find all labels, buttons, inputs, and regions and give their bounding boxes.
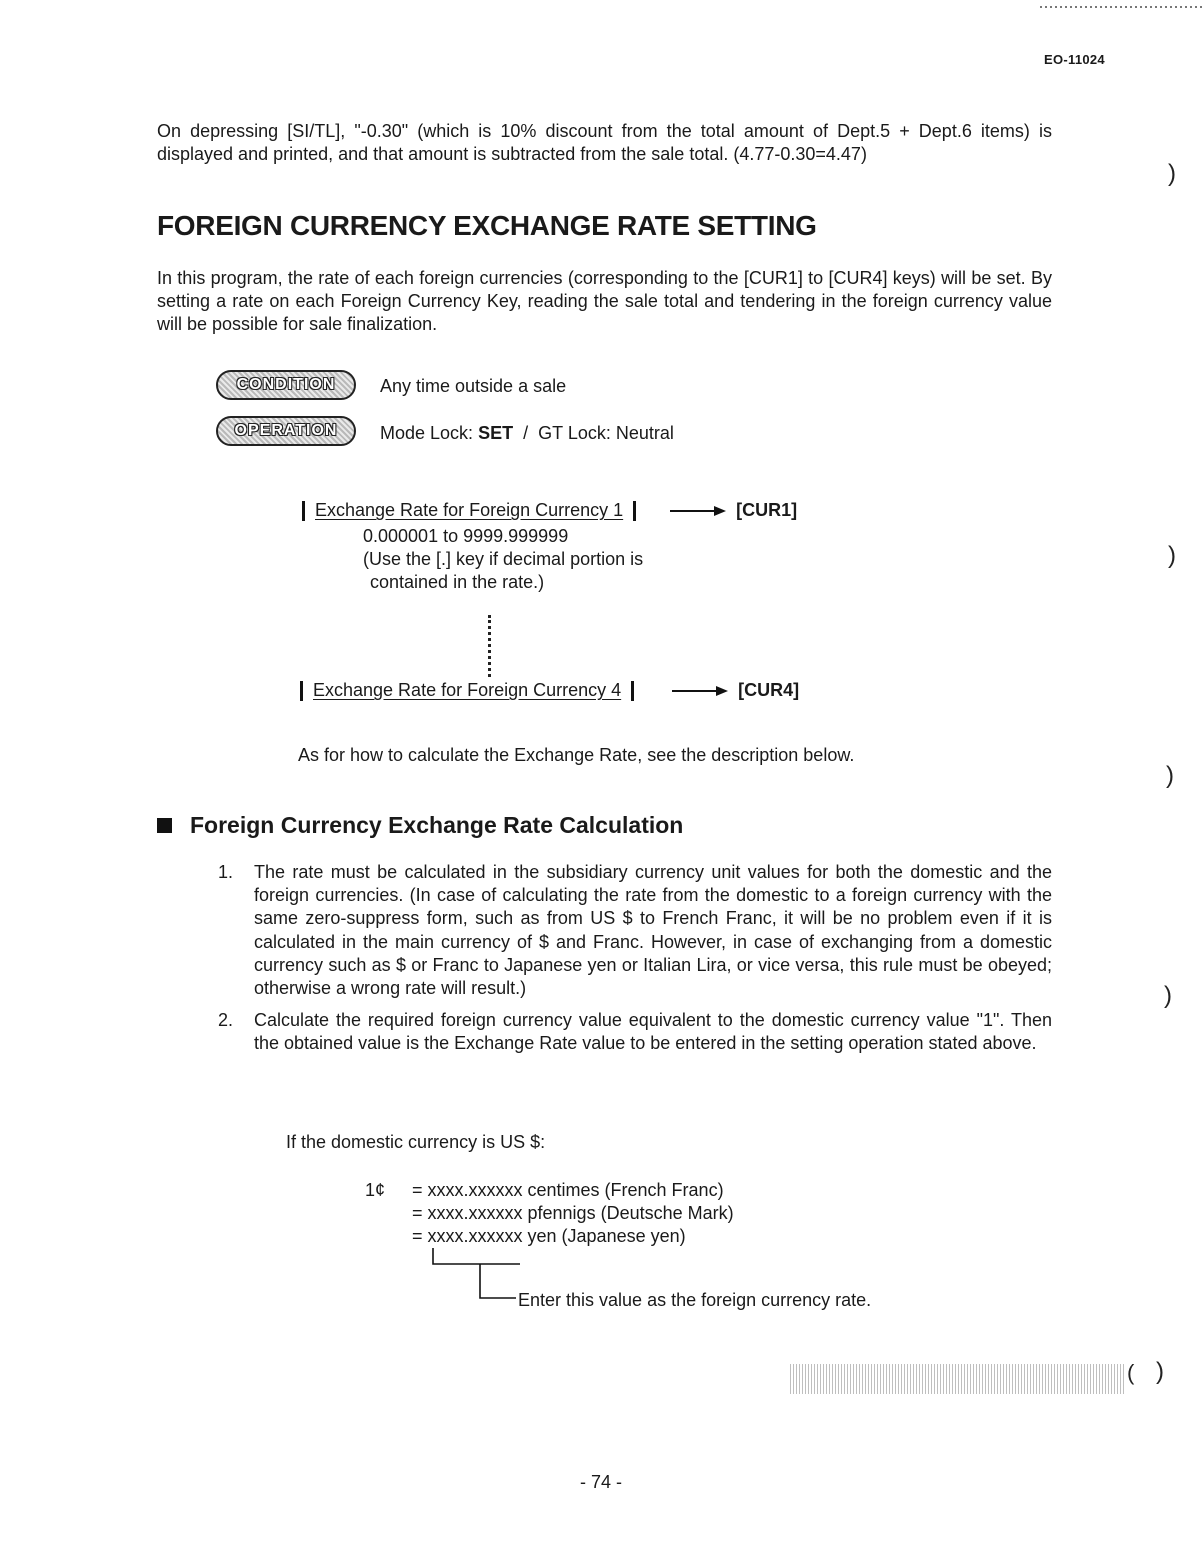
page-number: - 74 - bbox=[580, 1472, 623, 1492]
section-description: In this program, the rate of each foreign currencies (corresponding to the [CUR1] to [CUR4] keys) will be set. By setting a rate on each Foreign Currency Key, reading the sale total and tendering in the foreign currency value will be possible for sale finalization. bbox=[157, 268, 1052, 334]
example-unit: 1¢ bbox=[365, 1180, 386, 1200]
rate1-label: Exchange Rate for Foreign Currency 1 bbox=[315, 500, 624, 520]
rate1-entry bbox=[302, 500, 797, 521]
arrow-right-icon bbox=[670, 506, 726, 516]
cur4-key: [CUR4] bbox=[738, 680, 800, 700]
margin-mark: ) bbox=[1166, 762, 1174, 789]
intro-paragraph: On depressing [SI/TL], "-0.30" (which is 10% discount from the total amount of Dept.5 + Dept.6 items) is displayed and printed, and that amount is subtracted from the sale total. (4.77-0.30=4.47) bbox=[157, 121, 1052, 164]
scan-noise-bottom bbox=[790, 1364, 1125, 1394]
example-line: = xxxx.xxxxxx yen (Japanese yen) bbox=[412, 1226, 686, 1246]
arrow-right-icon bbox=[672, 686, 728, 696]
rate-range: 0.000001 to 9999.999999 bbox=[363, 526, 569, 546]
calculation-list bbox=[218, 861, 1052, 1065]
list-item-number: 1. bbox=[218, 862, 234, 882]
list-item-number: 2. bbox=[218, 1010, 234, 1031]
mode-lock-value: SET bbox=[478, 423, 514, 443]
separator: / bbox=[523, 423, 529, 443]
entry-bar-left bbox=[302, 501, 305, 521]
value-bracket-icon bbox=[420, 1246, 520, 1304]
enter-value-note: Enter this value as the foreign currency rate. bbox=[518, 1290, 872, 1310]
example-intro: If the domestic currency is US $: bbox=[286, 1132, 546, 1152]
rate-note-line1: (Use the [.] key if decimal portion is bbox=[363, 549, 644, 569]
list-item-text: Calculate the required foreign currency value equivalent to the domestic currency value "1". Then the obtained value is the Exchange Rate value to be entered in the setting operation stated above. bbox=[254, 1010, 1052, 1054]
condition-badge: CONDITION bbox=[216, 370, 356, 400]
entry-bar-right bbox=[631, 681, 634, 701]
gt-lock-label: GT Lock: bbox=[538, 423, 611, 443]
document-id: EO-11024 bbox=[1044, 52, 1105, 67]
entry-bar-right bbox=[633, 501, 636, 521]
gt-lock-value: Neutral bbox=[615, 423, 674, 443]
square-bullet-icon bbox=[157, 818, 172, 833]
margin-mark: ) bbox=[1168, 542, 1176, 569]
section-title: FOREIGN CURRENCY EXCHANGE RATE SETTING bbox=[157, 210, 817, 241]
margin-mark: ) bbox=[1156, 1358, 1164, 1385]
rate-note-line2: contained in the rate.) bbox=[370, 572, 545, 592]
rate4-entry bbox=[300, 680, 799, 701]
operation-badge: OPERATION bbox=[216, 416, 356, 446]
mode-lock-label: Mode Lock: bbox=[380, 423, 474, 443]
operation-text bbox=[380, 423, 674, 444]
calculation-heading bbox=[157, 812, 683, 839]
list-item bbox=[218, 861, 1052, 1000]
cur1-key: [CUR1] bbox=[736, 500, 798, 520]
example-line: = xxxx.xxxxxx centimes (French Franc) bbox=[412, 1180, 724, 1200]
list-item-text: The rate must be calculated in the subsidiary currency unit values for both the domestic and the foreign currencies. (In case of calculating the rate from the domestic to a foreign currency with the same zero-suppress form, such as from US $ to French Franc, it will be no problem even if it is calculated in the main currency of $ and Franc. However, in case of exchanging from a domestic currency such as $ or Franc to Japanese yen or Italian Lira, or vice versa, this rule must be obeyed; otherwise a wrong rate will result.) bbox=[254, 862, 1052, 999]
margin-mark: ) bbox=[1164, 982, 1172, 1009]
margin-mark: ) bbox=[1168, 160, 1176, 187]
condition-text: Any time outside a sale bbox=[380, 376, 567, 396]
entry-bar-left bbox=[300, 681, 303, 701]
example-line: = xxxx.xxxxxx pfennigs (Deutsche Mark) bbox=[412, 1203, 734, 1223]
margin-mark: ( bbox=[1127, 1360, 1135, 1385]
rate4-label: Exchange Rate for Foreign Currency 4 bbox=[313, 680, 622, 700]
list-item bbox=[218, 1009, 1052, 1055]
how-to-note: As for how to calculate the Exchange Rate, see the description below. bbox=[298, 745, 855, 765]
calculation-heading-text: Foreign Currency Exchange Rate Calculation bbox=[190, 812, 684, 838]
continuation-dots bbox=[488, 615, 491, 677]
scan-noise-top bbox=[1040, 6, 1202, 8]
